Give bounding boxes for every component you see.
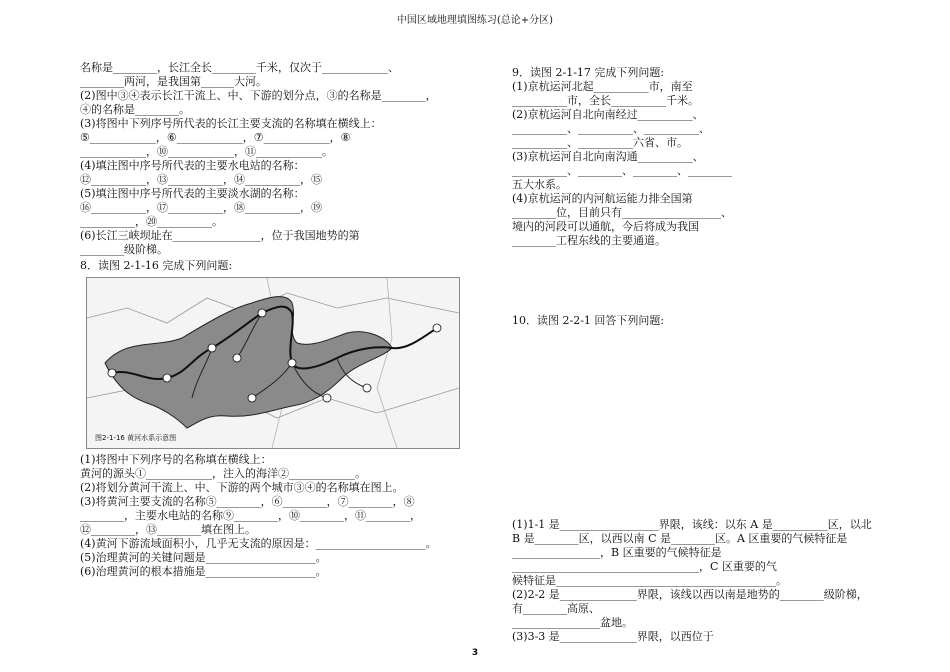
yellow-river-map (86, 277, 460, 449)
text-line: 五大水系。 (512, 178, 567, 191)
right-column (512, 66, 892, 644)
text-line: ⑫________，⑬________填在图上。 (80, 523, 256, 536)
text-line: (2)将划分黄河干流上、中、下游的两个城市③④的名称填在图上。 (80, 481, 404, 494)
text-line: (2)2-2 是______________界限，该线以西以南是地势的________级阶梯， (512, 588, 868, 601)
text-line: (5)治理黄河的关键问题是____________________。 (80, 551, 327, 564)
question-10-figure-space (512, 328, 892, 518)
page-number: 3 (471, 648, 479, 658)
text-line: 候特征是________________________________________。 (512, 574, 787, 587)
question-9-title: 9．读图 2-1-17 完成下列问题: (512, 66, 665, 79)
text-line: ________，主要水电站的名称⑨________，⑩________，⑪________， (80, 509, 421, 522)
text-line: (1)1-1 是__________________界限，该线：以东 A 是__________区，以北 (512, 518, 872, 531)
text-line: (3)将黄河主要支流的名称⑤________，⑥________，⑦________，⑧ (80, 495, 415, 508)
question-8-title: 8．读图 2-1-16 完成下列问题: (80, 259, 233, 272)
text-line: __________、________、________、________ (512, 164, 732, 177)
text-line: (1)将图中下列序号的名称填在横线上： (80, 453, 272, 466)
text-line: __________________________________，C 区重要的气 (512, 560, 777, 573)
text-line: ________________，B 区重要的气候特征是 (512, 546, 722, 559)
text-line: B 是________区，以西以南 C 是________区。A 区重要的气候特征是 (512, 532, 848, 545)
map-caption: 图2-1-16 黄河水系示意图 (95, 434, 177, 442)
text-line: (2)京杭运河自北向南经过__________、 (512, 108, 704, 121)
question-10-title: 10．读图 2-2-1 回答下列问题: (512, 314, 665, 327)
text-line: (4)黄河下游流域面积小，几乎无支流的原因是：____________________。 (80, 537, 437, 550)
text-line: ⑫__________，⑬__________，⑭__________，⑮ (80, 173, 322, 186)
text-line: ________位，目前只有__________________、 (512, 206, 732, 219)
text-line: (3)3-3 是______________界限，以西位于 (512, 630, 714, 643)
text-line: (3)京杭运河自北向南沟通__________、 (512, 150, 704, 163)
region-division-questions (512, 518, 892, 644)
text-line: ⑯__________，⑰__________，⑱__________，⑲ (80, 201, 322, 214)
page-header: 中国区域地理填图练习(总论+分区) (396, 15, 554, 26)
text-line: (5)填注图中序号所代表的主要淡水湖的名称： (80, 187, 305, 200)
text-line: ________工程东线的主要通道。 (512, 234, 666, 247)
text-line: 黄河的源头①____________，注入的海洋②____________。 (80, 467, 366, 480)
text-line: (4)京杭运河的内河航运能力排全国第 (512, 192, 693, 205)
text-line: (6)长江三峡坝址在________________，位于我国地势的第 (80, 229, 360, 242)
text-line: 境内的河段可以通航，今后将成为我国 (512, 220, 699, 233)
text-line: ④的名称是________。 (80, 103, 190, 116)
yellow-river-map-graphic (87, 278, 459, 448)
text-line: (2)图中③④表示长江干流上、中、下游的划分点，③的名称是________， (80, 89, 437, 102)
yangtze-questions (80, 61, 462, 257)
text-line: ⑤____________，⑥____________，⑦____________，⑧ (80, 131, 351, 144)
text-line: ____________，⑩____________，⑪____________。 (80, 145, 333, 158)
text-line: __________市，全长__________千米。 (512, 94, 699, 107)
text-line: ________________盆地。 (512, 616, 633, 629)
text-line: (1)京杭运河北起__________市，南至 (512, 80, 693, 93)
text-line: __________，⑳__________。 (80, 215, 223, 228)
yellow-river-questions (80, 453, 462, 579)
text-line: (6)治理黄河的根本措施是____________________。 (80, 565, 327, 578)
text-line: (4)填注图中序号所代表的主要水电站的名称： (80, 159, 305, 172)
text-line: ________两河，是我国第______大河。 (80, 75, 267, 88)
grand-canal-questions (512, 80, 892, 248)
text-line: __________、__________六省、市。 (512, 136, 688, 149)
text-line: 有________高原、 (512, 602, 600, 615)
left-column (80, 61, 462, 579)
text-line: (3)将图中下列序号所代表的长江主要支流的名称填在横线上： (80, 117, 382, 130)
text-line: ________级阶梯。 (80, 243, 168, 256)
text-line: __________、__________、__________、 (512, 122, 710, 135)
text-line: 名称是________，长江全长________千米，仅次于____________、 (80, 61, 399, 74)
